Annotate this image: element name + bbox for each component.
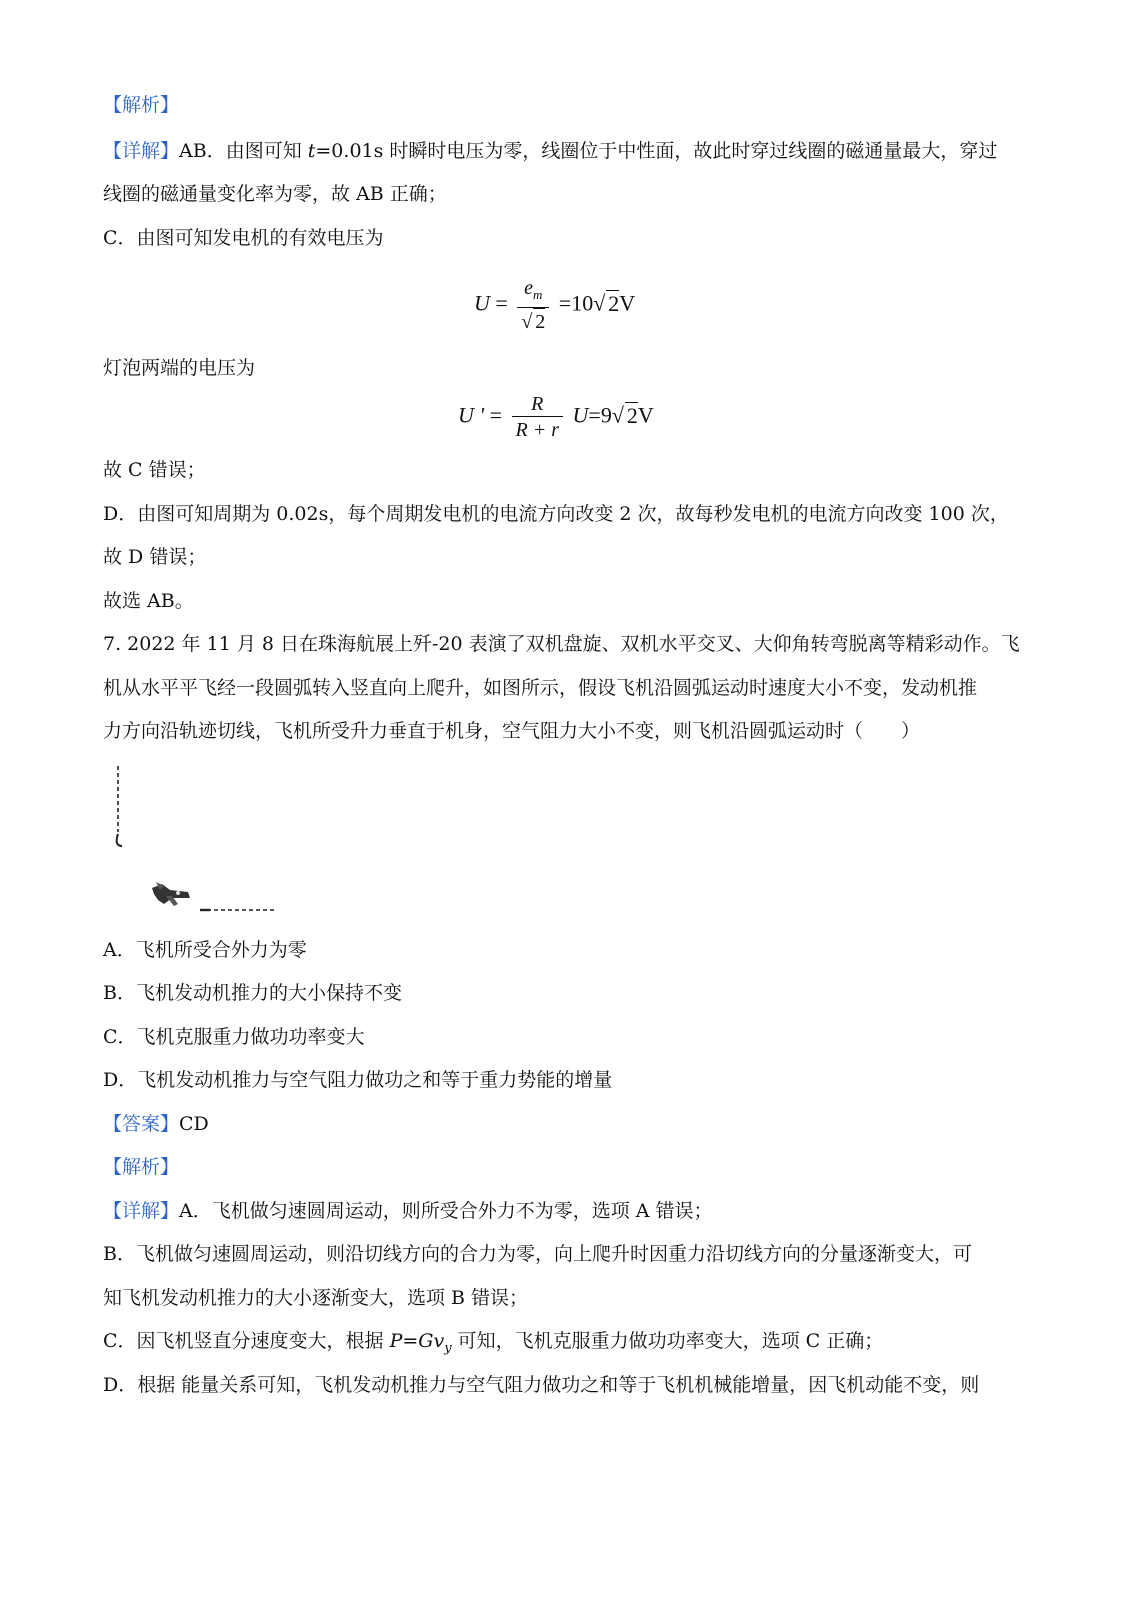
eq2-unit: V xyxy=(637,402,654,428)
answer-line xyxy=(103,1111,209,1137)
eq2-denominator: R + r xyxy=(512,416,564,443)
text-run: 可知，飞机克服重力做功功率变大，选项 C 正确； xyxy=(451,1330,884,1352)
detail2-line-5: D．根据 能量关系可知，飞机发动机推力与空气阻力做功之和等于飞机机械能增量，因飞机动能不变，则 xyxy=(103,1374,980,1396)
eq1-numerator xyxy=(520,276,546,307)
var-p: P xyxy=(389,1330,403,1352)
eq2-numerator: R xyxy=(531,393,544,415)
trajectory-figure xyxy=(100,760,300,920)
text-run: =0.01s 时瞬时电压为零，线圈位于中性面，故此时穿过线圈的磁通量最大，穿过 xyxy=(315,140,998,162)
eq1-lhs: U xyxy=(474,290,490,316)
question-7-line-1: 7. 2022 年 11 月 8 日在珠海航展上歼-20 表演了双机盘旋、双机水平交叉、大仰角转弯脱离等精彩动作。飞 xyxy=(103,633,1020,655)
eq2-rhs-root: 2 xyxy=(626,402,638,428)
jet-plane-icon xyxy=(152,882,190,906)
eq2-equals: = xyxy=(489,402,503,428)
eq1-fraction xyxy=(517,276,549,335)
detail-label-2: 【详解】 xyxy=(103,1200,180,1222)
option-d: D．飞机发动机推力与空气阻力做功之和等于重力势能的增量 xyxy=(103,1069,613,1091)
detail2-line-3: 知飞机发动机推力的大小逐渐变大，选项 B 错误； xyxy=(103,1287,529,1309)
question-7-line-3: 力方向沿轨迹切线，飞机所受升力垂直于机身，空气阻力大小不变，则飞机沿圆弧运动时（ ） xyxy=(103,720,921,742)
var-y-sub: y xyxy=(444,1341,452,1356)
detail-line-4: 灯泡两端的电压为 xyxy=(103,357,256,379)
eq1-denominator: √ 2 xyxy=(517,307,549,335)
detail-line-2: 线圈的磁通量变化率为零，故 AB 正确； xyxy=(103,183,447,205)
arc-segment xyxy=(117,834,122,846)
detail-line-7: 故 D 错误； xyxy=(103,546,207,568)
detail2-line-1 xyxy=(103,1198,713,1224)
eq1-coef: 10 xyxy=(571,290,594,316)
text-run: A．飞机做匀速圆周运动，则所受合外力不为零，选项 A 错误； xyxy=(179,1200,713,1222)
detail-label: 【详解】 xyxy=(103,140,180,162)
text-run: AB．由图可知 xyxy=(179,140,308,162)
eq2-coef: 9 xyxy=(600,402,612,428)
eq1-den-root: 2 xyxy=(533,308,545,335)
text-run: C．因飞机竖直分速度变大，根据 xyxy=(103,1330,390,1352)
eq1-rhs-root: 2 xyxy=(608,290,620,316)
eq1-equals: = xyxy=(495,290,508,316)
option-a: A．飞机所受合外力为零 xyxy=(103,939,307,961)
eq1-sub: m xyxy=(533,287,543,302)
text-run: = xyxy=(402,1330,419,1352)
option-c: C．飞机克服重力做功功率变大 xyxy=(103,1026,365,1048)
analysis-heading-2: 【解析】 xyxy=(103,1156,180,1178)
eq1-unit: V xyxy=(619,290,636,316)
analysis-heading: 【解析】 xyxy=(103,94,180,116)
detail-line-5: 故 C 错误； xyxy=(103,459,206,481)
option-b: B．飞机发动机推力的大小保持不变 xyxy=(103,982,402,1004)
eq1-e: e xyxy=(524,277,534,299)
detail-line-3: C．由图可知发电机的有效电压为 xyxy=(103,227,384,249)
var-t: t xyxy=(307,140,316,162)
equation-effective-voltage: U = $\frac{e_m}{√ 2}$ =10√ 2V xyxy=(474,277,636,333)
equation-bulb-voltage: U ' = $\frac{R}{R + r}$ U=9√ 2V xyxy=(458,393,654,441)
answer-value: CD xyxy=(179,1113,209,1135)
detail-line-8: 故选 AB。 xyxy=(103,590,194,612)
detail-line-1 xyxy=(103,138,997,164)
detail2-line-2: B．飞机做匀速圆周运动，则沿切线方向的合力为零，向上爬升时因重力沿切线方向的分量逐渐变大，可 xyxy=(103,1243,972,1265)
detail-line-6: D．由图可知周期为 0.02s，每个周期发电机的电流方向改变 2 次，故每秒发电机的电流方向改变 100 次， xyxy=(103,503,1009,525)
eq2-u: U xyxy=(572,402,589,428)
eq2-lhs: U ' xyxy=(458,402,485,428)
question-7-line-2: 机从水平平飞经一段圆弧转入竖直向上爬升，如图所示，假设飞机沿圆弧运动时速度大小不变，发动机推 xyxy=(103,677,978,699)
answer-label: 【答案】 xyxy=(103,1113,180,1135)
eq2-fraction xyxy=(512,392,564,443)
var-gv: Gv xyxy=(418,1330,445,1352)
detail2-line-4 xyxy=(103,1328,883,1362)
